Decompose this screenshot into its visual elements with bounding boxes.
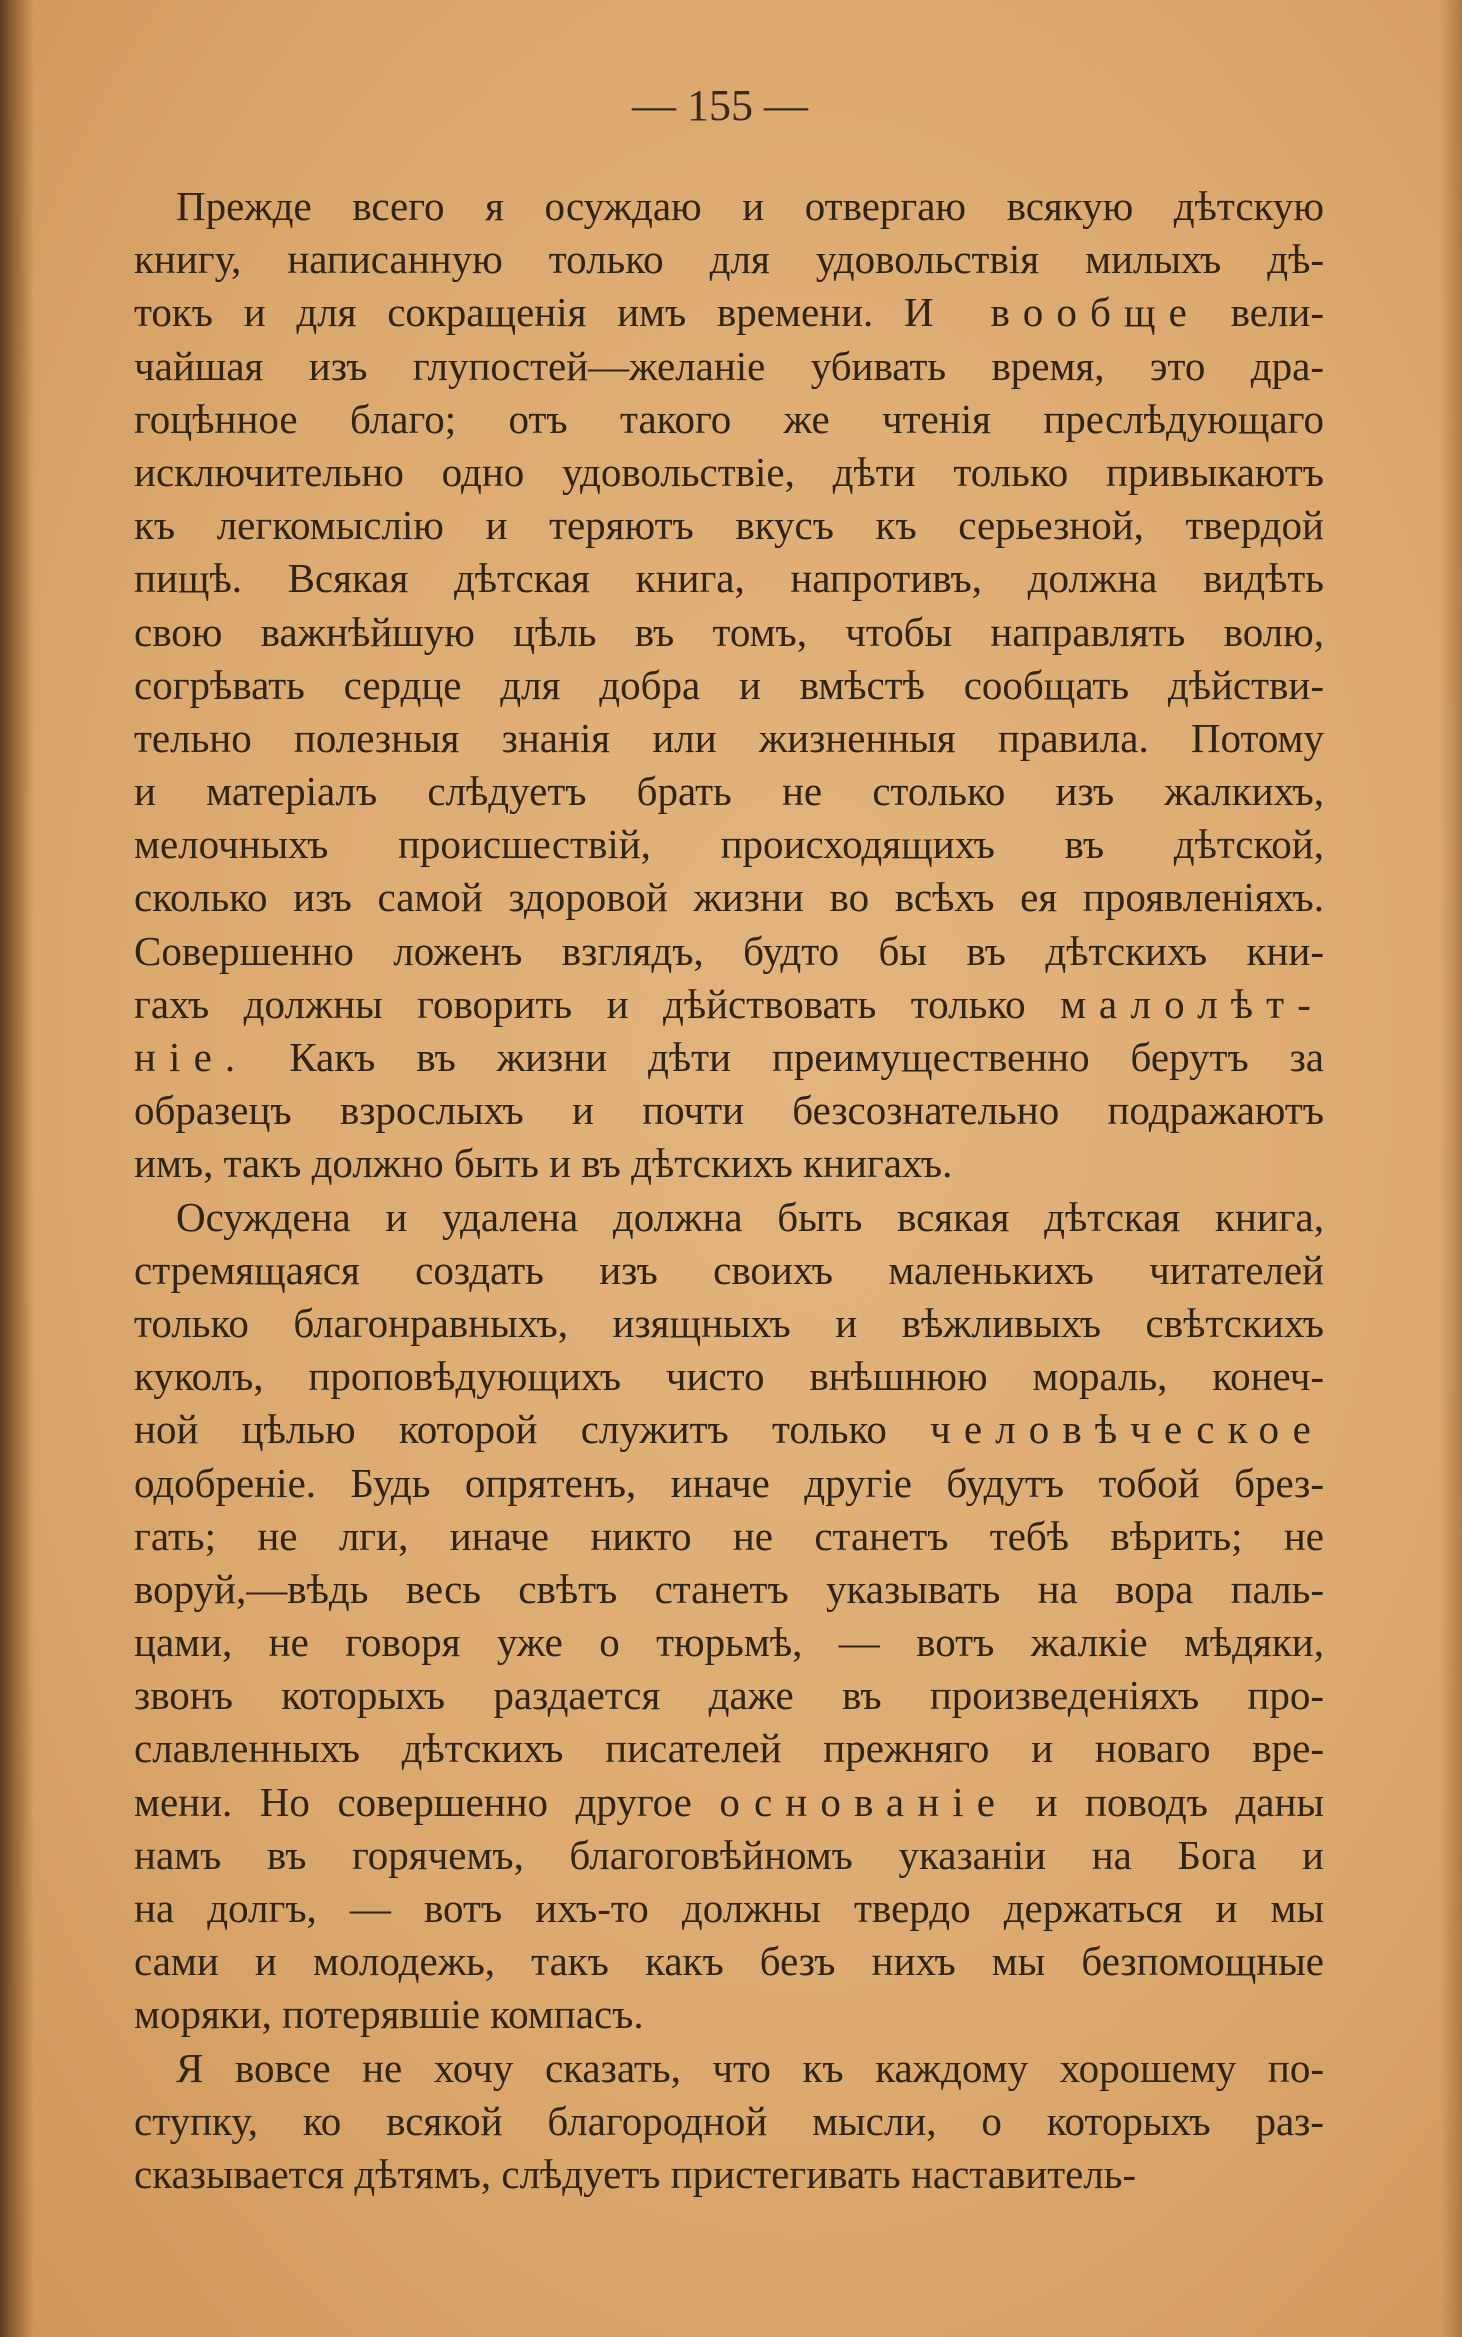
text-run: ной цѣлью которой служитъ только (134, 1406, 931, 1453)
text-line (134, 2042, 1324, 2095)
text-line (134, 286, 1324, 339)
text-run: Осуждена и удалена должна быть всякая дѣтская книга, (176, 1193, 1324, 1240)
text-run: и матеріалъ слѣдуетъ брать не столько изъ жалкихъ, (134, 768, 1324, 815)
page-number: — 155 — (632, 81, 808, 130)
text-line (134, 1031, 1324, 1084)
text-run: согрѣвать сердце для добра и вмѣстѣ сообщать дѣйстви- (134, 661, 1324, 708)
text-line (134, 1829, 1324, 1882)
text-run: Совершенно ложенъ взглядъ, будто бы въ дѣтскихъ кни- (134, 927, 1324, 974)
text-line (134, 180, 1324, 233)
text-line (134, 871, 1324, 924)
text-run: сказывается дѣтямъ, слѣдуетъ пристегивать наставитель- (134, 2150, 1137, 2197)
text-line (134, 1510, 1324, 1563)
text-run: книгу, написанную только для удовольствія милыхъ дѣ- (134, 236, 1324, 283)
text-run: Я вовсе не хочу сказать, что къ каждому хорошему по- (176, 2044, 1324, 2091)
text-line (134, 818, 1324, 871)
text-line (134, 1191, 1324, 1244)
text-line (134, 1935, 1324, 1988)
page-outer-edge (1440, 0, 1462, 2337)
text-line (134, 393, 1324, 446)
text-run: гоцѣнное благо; отъ такого же чтенія преслѣдующаго (134, 395, 1324, 442)
text-run: тельно полезныя знанія или жизненныя правила. Потому (134, 714, 1324, 761)
text-line (134, 1457, 1324, 1510)
text-line (134, 606, 1324, 659)
text-run: воруй,—вѣдь весь свѣтъ станетъ указывать на вора паль- (134, 1565, 1324, 1612)
text-run: мени. Но совершенно другое (134, 1778, 720, 1825)
text-line (134, 1350, 1324, 1403)
text-run: цами, не говоря уже о тюрьмѣ, — вотъ жалкіе мѣдяки, (134, 1619, 1324, 1666)
spaced-emphasis: основаніе (719, 1778, 1009, 1825)
text-run: Прежде всего я осуждаю и отвергаю всякую дѣтскую (176, 183, 1324, 229)
text-run: только благонравныхъ, изящныхъ и вѣжливыхъ свѣтскихъ (134, 1299, 1324, 1346)
text-line (134, 446, 1324, 499)
spaced-emphasis: И вообще (903, 289, 1200, 336)
text-run: одобреніе. Будь опрятенъ, иначе другіе будутъ тобой брез- (134, 1459, 1324, 1506)
text-line (134, 765, 1324, 818)
page-binding-edge (0, 0, 34, 2337)
text-line (134, 1563, 1324, 1616)
text-run: звонъ которыхъ раздается даже въ произведеніяхъ про- (134, 1672, 1324, 1719)
text-run: образецъ взрослыхъ и почти безсознательно подражаютъ (134, 1087, 1324, 1134)
text-run: свою важнѣйшую цѣль въ томъ, чтобы направлять волю, (134, 608, 1324, 655)
text-line (134, 1297, 1324, 1350)
text-line (134, 1669, 1324, 1722)
text-line (134, 499, 1324, 552)
text-line (134, 1244, 1324, 1297)
text-run: на долгъ, — вотъ ихъ-то должны твердо держаться и мы (134, 1885, 1324, 1931)
text-run: гахъ должны говорить и дѣйствовать только (134, 980, 1061, 1027)
text-run: Какъ въ жизни дѣти преимущественно берутъ за (248, 1034, 1324, 1080)
text-line (134, 1616, 1324, 1669)
text-line (134, 978, 1324, 1031)
text-line (134, 1988, 1324, 2041)
spaced-emphasis: малолѣт- (1060, 980, 1324, 1027)
text-run: токъ и для сокращенія имъ времени. (134, 289, 904, 336)
text-run: мелочныхъ происшествій, происходящихъ въ дѣтской, (134, 821, 1324, 868)
text-line (134, 1403, 1324, 1456)
text-run: къ легкомыслію и теряютъ вкусъ къ серьезной, твердой (134, 502, 1324, 549)
text-run: славленныхъ дѣтскихъ писателей прежняго и новаго вре- (134, 1725, 1324, 1772)
text-run: гать; не лги, иначе никто не станетъ тебѣ вѣрить; не (134, 1512, 1324, 1559)
text-run: стремящаяся создать изъ своихъ маленькихъ читателей (134, 1246, 1324, 1293)
text-line (134, 925, 1324, 978)
spaced-emphasis: человѣческое (930, 1406, 1324, 1453)
text-line (134, 1137, 1324, 1190)
body-text (134, 180, 1324, 2201)
text-run: куколъ, проповѣдующихъ чисто внѣшнюю мораль, конеч- (134, 1353, 1324, 1400)
text-line (134, 659, 1324, 712)
text-line (134, 2095, 1324, 2148)
text-run: сами и молодежь, такъ какъ безъ нихъ мы безпомощные (134, 1938, 1324, 1985)
text-line (134, 1776, 1324, 1829)
text-run: имъ, такъ должно быть и въ дѣтскихъ книгахъ. (134, 1140, 953, 1187)
text-line (134, 233, 1324, 286)
text-line (134, 340, 1324, 393)
text-line (134, 552, 1324, 605)
text-run: вели- (1199, 289, 1324, 336)
spaced-emphasis: ніе. (134, 1034, 249, 1080)
text-run: сколько изъ самой здоровой жизни во всѣхъ ея проявленіяхъ. (134, 874, 1324, 921)
text-run: и поводъ даны (1008, 1778, 1324, 1825)
text-line (134, 712, 1324, 765)
text-line (134, 1084, 1324, 1137)
text-run: пищѣ. Всякая дѣтская книга, напротивъ, должна видѣть (134, 555, 1324, 602)
text-run: намъ въ горячемъ, благоговѣйномъ указаніи на Бога и (134, 1831, 1324, 1878)
text-line (134, 1722, 1324, 1775)
text-run: чайшая изъ глупостей—желаніе убивать время, это дра- (134, 342, 1324, 389)
text-run: исключительно одно удовольствіе, дѣти только привыкаютъ (134, 448, 1324, 495)
text-line (134, 1882, 1324, 1935)
text-line (134, 2148, 1324, 2201)
text-run: ступку, ко всякой благородной мысли, о которыхъ раз- (134, 2097, 1324, 2144)
text-run: моряки, потерявшіе компасъ. (134, 1991, 644, 2038)
